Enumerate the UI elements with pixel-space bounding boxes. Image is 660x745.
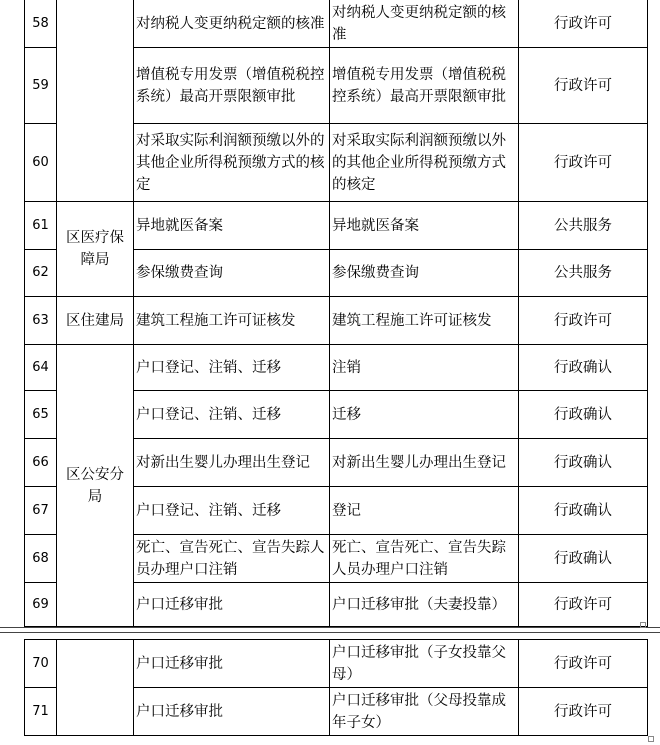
row-number: 58 — [25, 0, 57, 48]
row-number: 70 — [25, 640, 57, 688]
dept-cell-police: 区公安分局 — [57, 345, 134, 627]
row-number: 63 — [25, 297, 57, 345]
item-name: 户口迁移审批 — [134, 640, 330, 688]
item-name: 户口迁移审批 — [134, 688, 330, 736]
item-type: 行政确认 — [519, 535, 648, 583]
row-number: 71 — [25, 688, 57, 736]
table-row — [25, 345, 648, 391]
item-name: 户口登记、注销、迁移 — [134, 487, 330, 535]
item-name: 对新出生婴儿办理出生登记 — [134, 439, 330, 487]
dept-cell-tax — [57, 0, 134, 202]
sub-item-name: 户口迁移审批（子女投靠父母） — [330, 640, 519, 688]
item-type: 行政许可 — [519, 124, 648, 202]
item-type: 公共服务 — [519, 202, 648, 250]
item-name: 户口迁移审批 — [134, 583, 330, 627]
page-end-mark — [648, 736, 654, 742]
row-number: 68 — [25, 535, 57, 583]
row-number: 65 — [25, 391, 57, 439]
item-type: 行政许可 — [519, 48, 648, 124]
item-type: 行政许可 — [519, 688, 648, 736]
item-type: 行政确认 — [519, 345, 648, 391]
item-type: 行政确认 — [519, 439, 648, 487]
item-name: 对纳税人变更纳税定额的核准 — [134, 0, 330, 48]
item-type: 行政许可 — [519, 297, 648, 345]
item-type: 行政确认 — [519, 391, 648, 439]
sub-item-name: 迁移 — [330, 391, 519, 439]
sub-item-name: 参保缴费查询 — [330, 250, 519, 297]
sub-item-name: 注销 — [330, 345, 519, 391]
service-table-page2 — [24, 639, 648, 736]
item-type: 行政许可 — [519, 640, 648, 688]
row-number: 62 — [25, 250, 57, 297]
sub-item-name: 对纳税人变更纳税定额的核准 — [330, 0, 519, 48]
item-name: 死亡、宣告死亡、宣告失踪人员办理户口注销 — [134, 535, 330, 583]
item-type: 行政许可 — [519, 583, 648, 627]
sub-item-name: 登记 — [330, 487, 519, 535]
row-number: 67 — [25, 487, 57, 535]
row-number: 60 — [25, 124, 57, 202]
item-name: 对采取实际利润额预缴以外的其他企业所得税预缴方式的核定 — [134, 124, 330, 202]
item-name: 户口登记、注销、迁移 — [134, 345, 330, 391]
dept-cell-police-cont — [57, 640, 134, 736]
page-corner-mark — [640, 622, 646, 628]
sub-item-name: 户口迁移审批（父母投靠成年子女） — [330, 688, 519, 736]
dept-cell-housing: 区住建局 — [57, 297, 134, 345]
sub-item-name: 死亡、宣告死亡、宣告失踪人员办理户口注销 — [330, 535, 519, 583]
table-row — [25, 202, 648, 250]
table-row — [25, 297, 648, 345]
row-number: 59 — [25, 48, 57, 124]
item-type: 行政确认 — [519, 487, 648, 535]
sub-item-name: 户口迁移审批（夫妻投靠） — [330, 583, 519, 627]
sub-item-name: 建筑工程施工许可证核发 — [330, 297, 519, 345]
row-number: 61 — [25, 202, 57, 250]
item-name: 参保缴费查询 — [134, 250, 330, 297]
sub-item-name: 异地就医备案 — [330, 202, 519, 250]
item-name: 异地就医备案 — [134, 202, 330, 250]
item-name: 户口登记、注销、迁移 — [134, 391, 330, 439]
item-type: 公共服务 — [519, 250, 648, 297]
table-row — [25, 0, 648, 48]
sub-item-name: 对采取实际利润额预缴以外的其他企业所得税预缴方式的核定 — [330, 124, 519, 202]
row-number: 64 — [25, 345, 57, 391]
item-name: 增值税专用发票（增值税税控系统）最高开票限额审批 — [134, 48, 330, 124]
service-table-page1 — [24, 0, 648, 627]
table-row — [25, 640, 648, 688]
sub-item-name: 增值税专用发票（增值税税控系统）最高开票限额审批 — [330, 48, 519, 124]
row-number: 66 — [25, 439, 57, 487]
item-name: 建筑工程施工许可证核发 — [134, 297, 330, 345]
sub-item-name: 对新出生婴儿办理出生登记 — [330, 439, 519, 487]
item-type: 行政许可 — [519, 0, 648, 48]
page-break-divider — [0, 627, 660, 633]
dept-cell-medical: 区医疗保障局 — [57, 202, 134, 297]
row-number: 69 — [25, 583, 57, 627]
